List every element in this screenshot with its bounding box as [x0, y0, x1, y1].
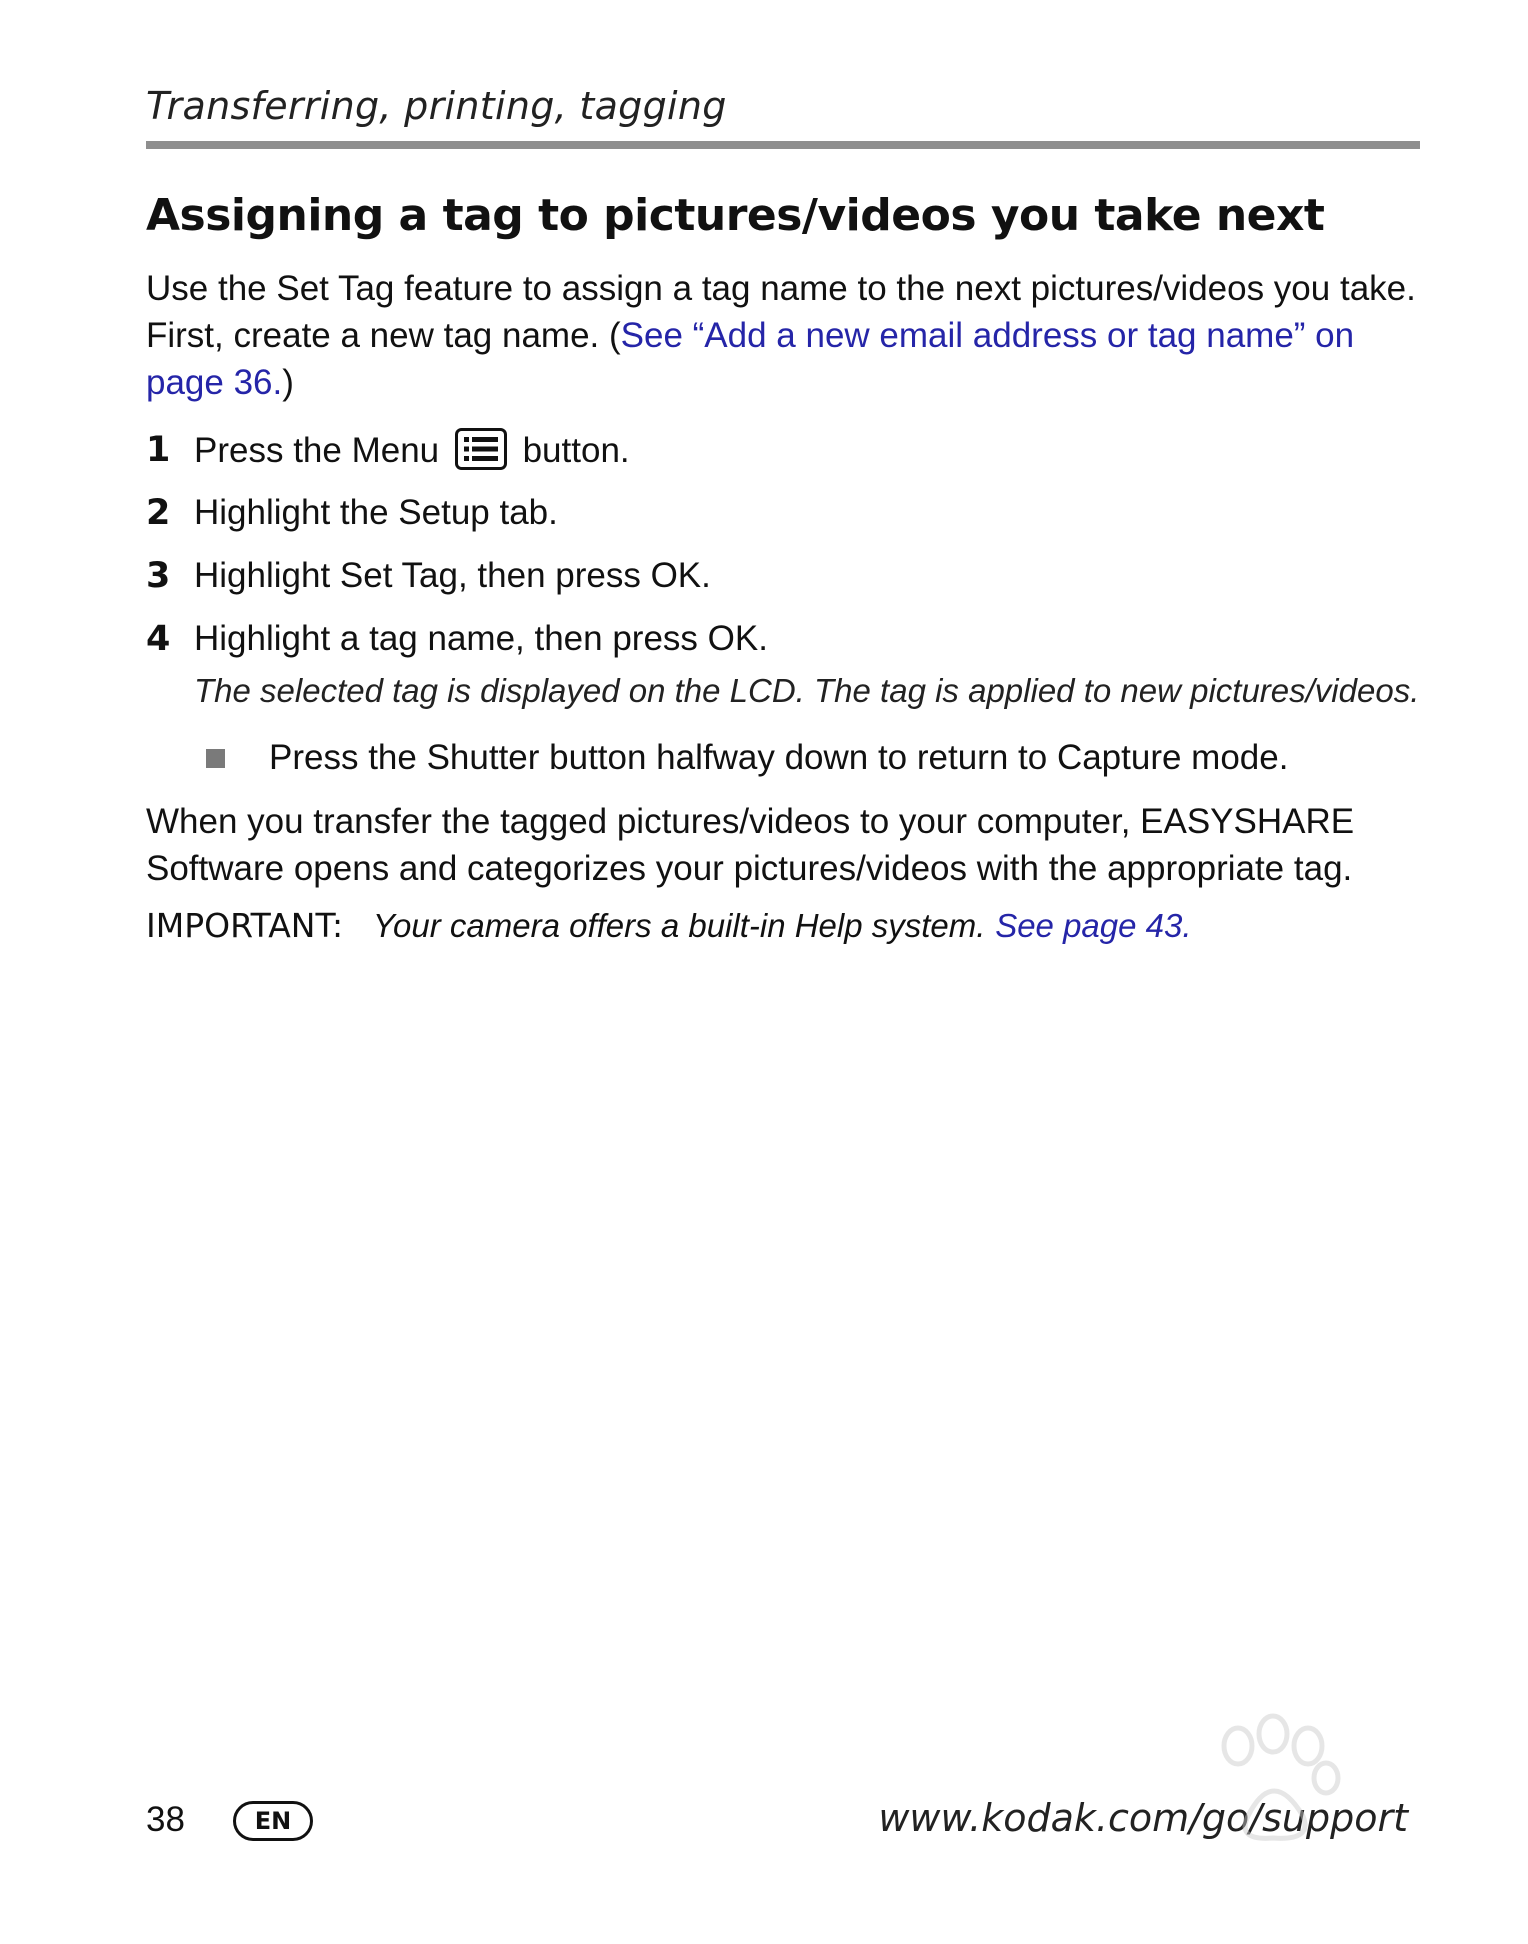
- baidu-paw-icon: [1088, 1706, 1448, 1906]
- page-title: Assigning a tag to pictures/videos you take next: [146, 190, 1325, 241]
- step-number: 4: [146, 618, 171, 659]
- important-label: IMPORTANT:: [146, 906, 344, 945]
- square-bullet-icon: [206, 749, 225, 768]
- step-number: 1: [146, 429, 171, 470]
- step-text-before-icon: Press the Menu: [194, 431, 440, 470]
- intro-text-end: ): [282, 363, 294, 402]
- language-badge: EN: [233, 1801, 313, 1841]
- step-item: [146, 418, 1416, 481]
- step-text: [194, 428, 630, 471]
- menu-list-icon: [455, 428, 507, 470]
- step-text: Highlight the Setup tab.: [194, 492, 558, 532]
- page-number: 38: [146, 1800, 185, 1839]
- section-header: Transferring, printing, tagging: [146, 84, 727, 128]
- important-text: Your camera offers a built-in Help system.: [372, 907, 986, 944]
- support-url[interactable]: www.kodak.com/go/support: [878, 1796, 1408, 1840]
- bullet-text: Press the Shutter button halfway down to return to Capture mode.: [269, 738, 1289, 777]
- bullet-item: [194, 734, 1288, 782]
- header-rule: [146, 141, 1420, 149]
- step-number: 3: [146, 555, 171, 596]
- step-item: [146, 481, 1416, 544]
- step-text: Highlight a tag name, then press OK.: [194, 618, 768, 658]
- cross-reference-link[interactable]: See “Add a new email address or tag name” on page 36.: [146, 316, 1355, 402]
- step-text: Highlight Set Tag, then press OK.: [194, 555, 711, 595]
- step-result-note: The selected tag is displayed on the LCD. The tag is applied to new pictures/videos.: [194, 672, 1420, 709]
- intro-paragraph: [146, 265, 1416, 406]
- important-note: [146, 906, 1192, 946]
- help-page-link[interactable]: See page 43.: [995, 907, 1192, 944]
- closing-paragraph: When you transfer the tagged pictures/videos to your computer, EASYSHARE Software opens and categorizes your pictures/videos with the appropriate tag.: [146, 802, 1355, 888]
- step-number: 2: [146, 492, 171, 533]
- steps-list: [146, 418, 1416, 670]
- step-item: [146, 544, 1416, 607]
- step-text-after-icon: button.: [522, 431, 630, 470]
- intro-text: Use the Set Tag feature to assign a tag name to the next pictures/videos you take. First, create a new tag name. (: [146, 269, 1416, 355]
- step-item: [146, 607, 1416, 670]
